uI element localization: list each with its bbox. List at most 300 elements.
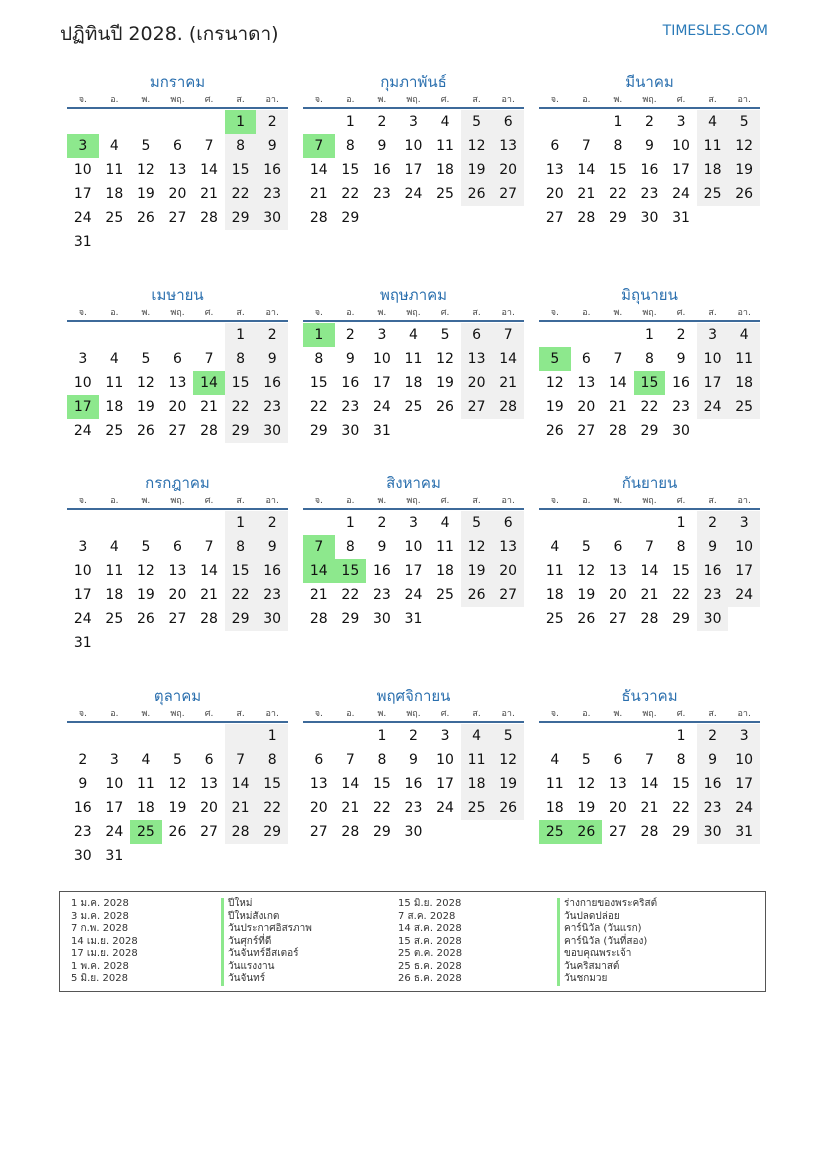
weekend-day-cell: 15 <box>256 772 288 796</box>
day-cell: 11 <box>404 351 423 367</box>
holiday-legend <box>59 891 766 992</box>
day-cell: 13 <box>168 375 187 391</box>
empty-cell <box>99 511 131 535</box>
legend-holiday-name: วันปลดปล่อย <box>557 911 657 924</box>
day-cell: 16 <box>372 563 391 579</box>
weekday-label: อา. <box>737 496 751 506</box>
day-cell: 3 <box>409 515 418 531</box>
weekday-label: อ. <box>346 496 355 506</box>
legend-date: 15 ส.ค. 2028 <box>398 935 462 947</box>
day-cell: 6 <box>314 752 324 768</box>
day-cell: 10 <box>105 776 124 792</box>
weekday-label: อ. <box>582 709 591 719</box>
month-title: มกราคม <box>149 73 206 91</box>
empty-cell <box>728 419 760 443</box>
empty-cell <box>193 631 225 655</box>
day-cell: 4 <box>440 114 450 130</box>
legend-holiday-name: ขอบคุณพระเจ้า <box>557 948 657 961</box>
day-grid <box>67 110 288 254</box>
day-cell: 21 <box>577 186 596 202</box>
weekday-label: พฤ. <box>170 308 185 318</box>
day-cell: 2 <box>645 114 654 130</box>
day-cell: 27 <box>168 210 187 226</box>
day-cell: 20 <box>577 399 596 415</box>
day-cell: 20 <box>545 186 564 202</box>
day-cell: 16 <box>341 375 360 391</box>
day-cell: 18 <box>105 587 124 603</box>
day-cell: 8 <box>676 752 686 768</box>
day-cell: 24 <box>436 800 454 816</box>
weekend-day-cell: 12 <box>492 748 524 772</box>
day-cell: 16 <box>372 162 391 178</box>
weekday-label: พ. <box>613 496 623 506</box>
empty-cell <box>193 724 225 748</box>
month-block <box>539 284 760 443</box>
day-cell: 31 <box>372 423 391 439</box>
weekend-day-cell: 1 <box>225 511 257 535</box>
empty-cell <box>461 607 493 631</box>
day-cell: 13 <box>309 776 328 792</box>
day-cell: 21 <box>640 587 659 603</box>
day-cell: 14 <box>200 563 218 579</box>
empty-cell <box>429 419 461 443</box>
empty-cell <box>429 820 461 844</box>
weekday-label: ศ. <box>440 308 450 318</box>
weekday-label: อ. <box>110 496 119 506</box>
weekend-day-cell: 21 <box>225 796 257 820</box>
weekend-day-cell: 24 <box>728 796 760 820</box>
day-cell: 19 <box>545 399 564 415</box>
empty-cell <box>697 419 729 443</box>
day-cell: 7 <box>345 752 355 768</box>
empty-cell <box>67 110 99 134</box>
weekend-day-cell: 25 <box>697 182 729 206</box>
empty-cell <box>99 230 131 254</box>
legend-date: 17 เม.ย. 2028 <box>71 948 138 959</box>
month-block <box>67 685 288 868</box>
day-cell: 27 <box>200 824 218 840</box>
day-cell: 20 <box>309 800 328 816</box>
day-cell: 13 <box>577 375 596 391</box>
weekday-label: พ. <box>377 308 387 318</box>
day-cell: 30 <box>672 423 690 439</box>
month-title: พฤศจิกายน <box>376 687 451 705</box>
day-cell: 14 <box>577 162 596 178</box>
weekday-label: จ. <box>314 496 323 506</box>
weekend-day-cell: 31 <box>728 820 760 844</box>
day-cell: 8 <box>345 539 355 555</box>
day-cell: 10 <box>73 563 92 579</box>
weekday-label: ศ. <box>440 95 450 105</box>
month-title: ตุลาคม <box>153 687 202 705</box>
empty-cell <box>99 323 131 347</box>
weekend-day-cell: 18 <box>697 158 729 182</box>
empty-cell <box>335 724 367 748</box>
empty-cell <box>602 323 634 347</box>
weekend-day-cell: 2 <box>697 724 729 748</box>
weekend-day-cell: 22 <box>256 796 288 820</box>
empty-cell <box>728 206 760 230</box>
weekend-day-cell: 11 <box>728 347 760 371</box>
month-title: ธันวาคม <box>621 687 678 705</box>
weekday-label: จ. <box>78 308 87 318</box>
weekend-day-cell: 15 <box>225 371 257 395</box>
weekend-day-cell: 2 <box>697 511 729 535</box>
day-cell: 6 <box>173 351 182 367</box>
weekday-label: อ. <box>582 95 591 105</box>
day-cell: 10 <box>404 138 423 154</box>
month-block <box>303 284 524 443</box>
day-cell: 9 <box>345 351 355 367</box>
day-cell: 22 <box>341 186 360 202</box>
weekend-day-cell: 14 <box>225 772 257 796</box>
day-cell: 27 <box>608 611 627 627</box>
weekend-day-cell: 16 <box>697 559 729 583</box>
empty-cell <box>193 511 225 535</box>
day-cell: 29 <box>372 824 391 840</box>
weekend-day-cell: 27 <box>492 182 524 206</box>
day-cell: 21 <box>608 399 627 415</box>
day-cell: 21 <box>200 587 218 603</box>
legend-date: 25 ธ.ค. 2028 <box>398 960 462 972</box>
day-cell: 24 <box>73 210 92 226</box>
weekend-day-cell: 17 <box>697 371 729 395</box>
weekday-label: ศ. <box>204 95 214 105</box>
weekend-day-cell: 16 <box>697 772 729 796</box>
weekday-label: ศ. <box>440 709 450 719</box>
weekend-day-cell: 22 <box>225 583 257 607</box>
holiday-day-cell: 5 <box>539 347 571 371</box>
weekend-day-cell: 2 <box>256 511 288 535</box>
day-cell: 3 <box>409 114 418 130</box>
legend-holiday-name: วันศุกร์ที่ดี <box>221 936 312 949</box>
day-cell: 13 <box>168 563 187 579</box>
day-cell: 17 <box>404 563 423 579</box>
day-cell: 21 <box>309 587 328 603</box>
weekend-day-cell: 23 <box>256 182 288 206</box>
weekend-day-cell: 29 <box>225 419 257 443</box>
day-cell: 27 <box>168 611 187 627</box>
weekend-day-cell: 9 <box>697 748 729 772</box>
weekend-day-cell: 24 <box>728 583 760 607</box>
empty-cell <box>429 206 461 230</box>
day-cell: 31 <box>404 611 423 627</box>
day-cell: 14 <box>608 375 627 391</box>
weekday-label: อา. <box>265 709 279 719</box>
weekday-label: อา. <box>737 709 751 719</box>
weekday-label: ศ. <box>440 496 450 506</box>
day-cell: 13 <box>608 563 627 579</box>
day-cell: 7 <box>645 752 654 768</box>
day-cell: 26 <box>136 611 155 627</box>
day-cell: 29 <box>672 824 690 840</box>
weekend-day-cell: 3 <box>697 323 729 347</box>
day-cell: 23 <box>672 399 690 415</box>
weekend-day-cell: 28 <box>492 395 524 419</box>
day-cell: 18 <box>545 587 564 603</box>
legend-holiday-name: คาร์นิวัล (วันที่สอง) <box>557 936 657 949</box>
weekday-label: อ. <box>346 308 355 318</box>
empty-cell <box>162 323 194 347</box>
weekend-day-cell: 2 <box>256 110 288 134</box>
weekend-day-cell: 4 <box>461 724 493 748</box>
legend-holiday-name: วันชกมวย <box>557 973 657 986</box>
empty-cell <box>225 230 257 254</box>
weekend-day-cell: 16 <box>256 371 288 395</box>
day-cell: 3 <box>377 327 387 343</box>
day-cell: 18 <box>436 563 454 579</box>
weekday-label: จ. <box>314 709 323 719</box>
day-cell: 2 <box>78 752 88 768</box>
day-cell: 17 <box>372 375 391 391</box>
day-cell: 5 <box>581 752 591 768</box>
weekday-header <box>539 707 760 723</box>
weekend-day-cell: 13 <box>461 347 493 371</box>
weekend-day-cell: 5 <box>461 511 493 535</box>
holiday-day-cell: 15 <box>634 371 666 395</box>
holiday-day-cell: 14 <box>193 371 225 395</box>
empty-cell <box>99 110 131 134</box>
day-cell: 13 <box>545 162 564 178</box>
weekend-day-cell: 10 <box>728 748 760 772</box>
day-cell: 30 <box>73 848 92 864</box>
weekend-day-cell: 24 <box>697 395 729 419</box>
day-cell: 31 <box>73 635 92 651</box>
weekday-label: พฤ. <box>406 709 421 719</box>
day-cell: 27 <box>577 423 596 439</box>
weekday-header <box>67 93 288 109</box>
weekend-day-cell: 27 <box>492 583 524 607</box>
weekend-day-cell: 8 <box>256 748 288 772</box>
weekday-label: อา. <box>737 95 751 105</box>
day-cell: 29 <box>672 611 690 627</box>
day-cell: 25 <box>404 399 423 415</box>
weekend-day-cell: 14 <box>492 347 524 371</box>
weekend-day-cell: 22 <box>225 395 257 419</box>
day-cell: 18 <box>136 800 155 816</box>
day-grid <box>303 724 524 844</box>
day-cell: 30 <box>640 210 659 226</box>
weekday-label: ส. <box>236 308 245 318</box>
legend-date: 15 มิ.ย. 2028 <box>398 898 462 909</box>
weekday-label: พ. <box>613 95 623 105</box>
day-grid <box>303 323 524 443</box>
day-cell: 2 <box>345 327 355 343</box>
day-cell: 28 <box>577 210 596 226</box>
day-cell: 27 <box>309 824 328 840</box>
legend-date: 7 ก.พ. 2028 <box>71 923 129 934</box>
empty-cell <box>225 844 257 868</box>
day-cell: 11 <box>105 375 124 391</box>
day-cell: 15 <box>372 776 391 792</box>
day-cell: 26 <box>168 824 187 840</box>
weekend-day-cell: 1 <box>225 323 257 347</box>
empty-cell <box>162 631 194 655</box>
holiday-day-cell: 1 <box>303 323 335 347</box>
day-cell: 10 <box>372 351 391 367</box>
day-cell: 6 <box>550 138 560 154</box>
legend-holiday-name: ปีใหม่ <box>221 898 312 911</box>
day-cell: 4 <box>109 539 119 555</box>
empty-cell <box>461 206 493 230</box>
day-cell: 26 <box>436 399 454 415</box>
weekend-day-cell: 12 <box>461 134 493 158</box>
day-cell: 11 <box>545 563 564 579</box>
legend-names-right <box>557 898 657 986</box>
weekend-day-cell: 7 <box>225 748 257 772</box>
weekday-label: จ. <box>78 95 87 105</box>
weekday-label: จ. <box>314 308 323 318</box>
day-cell: 13 <box>608 776 627 792</box>
month-title: กุมภาพันธ์ <box>380 73 447 91</box>
weekday-label: ส. <box>236 709 245 719</box>
weekend-day-cell: 9 <box>256 134 288 158</box>
weekday-label: พ. <box>613 308 623 318</box>
day-cell: 30 <box>404 824 423 840</box>
weekday-label: จ. <box>550 709 559 719</box>
weekend-day-cell: 17 <box>728 559 760 583</box>
day-cell: 26 <box>136 423 155 439</box>
empty-cell <box>492 206 524 230</box>
day-cell: 10 <box>404 539 423 555</box>
day-cell: 29 <box>640 423 659 439</box>
day-cell: 8 <box>345 138 355 154</box>
day-cell: 7 <box>204 138 214 154</box>
day-grid <box>303 110 524 230</box>
weekday-label: ศ. <box>676 95 686 105</box>
day-cell: 6 <box>613 539 623 555</box>
day-cell: 10 <box>672 138 690 154</box>
day-cell: 9 <box>409 752 418 768</box>
day-cell: 17 <box>105 800 124 816</box>
page-title: ปฏิทินปี 2028. (เกรนาดา) <box>60 23 279 45</box>
weekend-day-cell: 29 <box>225 607 257 631</box>
empty-cell <box>539 724 571 748</box>
weekday-header <box>67 707 288 723</box>
weekday-header <box>539 494 760 510</box>
weekday-label: พ. <box>141 308 151 318</box>
day-cell: 19 <box>577 800 596 816</box>
day-cell: 4 <box>550 539 560 555</box>
day-cell: 6 <box>204 752 214 768</box>
weekday-header <box>539 306 760 322</box>
day-cell: 14 <box>640 563 659 579</box>
empty-cell <box>539 511 571 535</box>
weekend-day-cell: 30 <box>256 419 288 443</box>
day-cell: 5 <box>141 539 151 555</box>
legend-holiday-name: วันจันทร์ <box>221 973 312 986</box>
empty-cell <box>429 607 461 631</box>
day-cell: 11 <box>436 138 454 154</box>
day-cell: 25 <box>436 587 454 603</box>
empty-cell <box>492 419 524 443</box>
day-cell: 19 <box>436 375 454 391</box>
month-block <box>303 71 524 230</box>
weekend-day-cell: 23 <box>256 583 288 607</box>
month-block <box>67 472 288 655</box>
empty-cell <box>602 724 634 748</box>
day-cell: 3 <box>109 752 119 768</box>
day-cell: 1 <box>377 728 387 744</box>
day-cell: 21 <box>341 800 360 816</box>
weekday-label: จ. <box>78 709 87 719</box>
weekend-day-cell: 8 <box>225 535 257 559</box>
day-cell: 22 <box>672 800 690 816</box>
weekend-day-cell: 21 <box>492 371 524 395</box>
holiday-day-cell: 25 <box>130 820 162 844</box>
month-block <box>539 71 760 230</box>
empty-cell <box>130 844 162 868</box>
weekend-day-cell: 16 <box>256 158 288 182</box>
weekday-label: ศ. <box>676 308 686 318</box>
weekend-day-cell: 10 <box>697 347 729 371</box>
day-cell: 2 <box>409 728 418 744</box>
day-cell: 23 <box>404 800 423 816</box>
legend-date: 1 ม.ค. 2028 <box>71 898 129 909</box>
day-grid <box>67 724 288 868</box>
empty-cell <box>130 110 162 134</box>
day-cell: 28 <box>640 611 659 627</box>
holiday-day-cell: 14 <box>303 559 335 583</box>
weekend-day-cell: 19 <box>728 158 760 182</box>
weekday-label: พฤ. <box>170 496 185 506</box>
empty-cell <box>67 323 99 347</box>
day-cell: 12 <box>136 563 155 579</box>
month-block <box>303 685 524 844</box>
empty-cell <box>256 230 288 254</box>
legend-date: 14 ส.ค. 2028 <box>398 923 462 934</box>
weekday-label: จ. <box>314 95 323 105</box>
day-cell: 5 <box>581 539 591 555</box>
day-cell: 29 <box>608 210 627 226</box>
day-cell: 23 <box>341 399 360 415</box>
weekend-day-cell: 20 <box>492 158 524 182</box>
day-cell: 17 <box>73 587 92 603</box>
weekend-day-cell: 5 <box>461 110 493 134</box>
month-title: กรกฎาคม <box>145 474 210 492</box>
empty-cell <box>162 844 194 868</box>
day-cell: 16 <box>73 800 92 816</box>
day-cell: 8 <box>377 752 387 768</box>
legend-date: 5 มิ.ย. 2028 <box>71 973 128 984</box>
legend-holiday-name: วันประกาศอิสรภาพ <box>221 923 312 936</box>
day-cell: 22 <box>341 587 360 603</box>
empty-cell <box>539 323 571 347</box>
day-cell: 9 <box>645 138 654 154</box>
empty-cell <box>634 724 666 748</box>
empty-cell <box>303 110 335 134</box>
day-cell: 6 <box>173 539 182 555</box>
day-cell: 27 <box>608 824 627 840</box>
site-brand-link[interactable]: TIMESLES.COM <box>662 23 768 39</box>
weekday-label: ศ. <box>204 709 214 719</box>
day-cell: 1 <box>645 327 654 343</box>
weekend-day-cell: 19 <box>492 772 524 796</box>
weekend-day-cell: 15 <box>225 158 257 182</box>
weekend-day-cell: 23 <box>697 796 729 820</box>
weekday-label: อ. <box>582 496 591 506</box>
weekday-label: จ. <box>550 308 559 318</box>
day-cell: 3 <box>78 539 88 555</box>
day-cell: 28 <box>608 423 627 439</box>
month-block <box>67 284 288 443</box>
weekday-label: จ. <box>550 95 559 105</box>
weekend-day-cell: 13 <box>492 134 524 158</box>
weekday-label: อ. <box>346 95 355 105</box>
day-cell: 22 <box>640 399 659 415</box>
empty-cell <box>193 110 225 134</box>
legend-names-left <box>221 898 312 986</box>
